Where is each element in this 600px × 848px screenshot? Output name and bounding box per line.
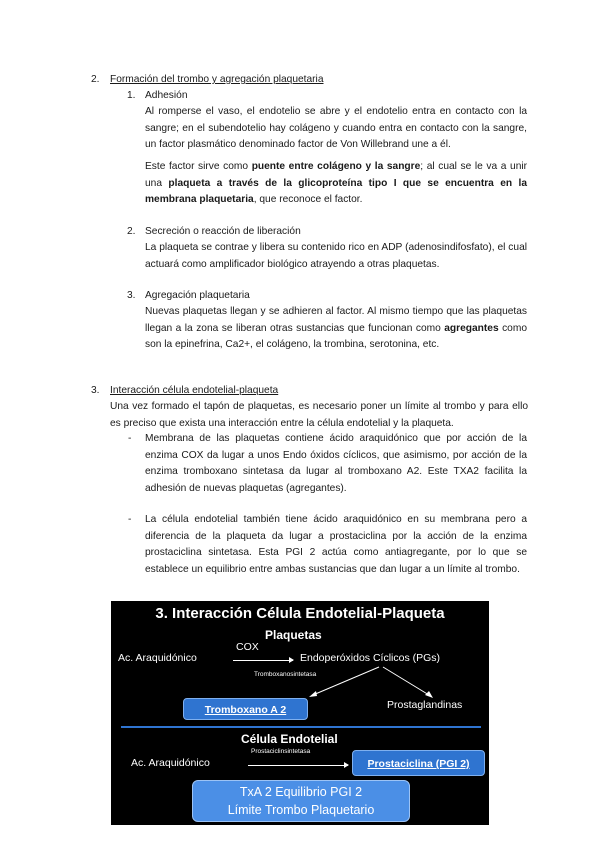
bullet-2-text: La célula endotelial también tiene ácido araquidónico en su membrana pero a diferencia de la plaqueta da lugar a prostaciclina por la acción de la enzima prostaciclina sintetasa. Esta PGI 2 actúa como antiagregante, por lo que se establece un equilibrio entre ambas sustancias que dan lugar a un límite al trombo.: [145, 514, 527, 575]
equilibrium-line-1: TxA 2 Equilibrio PGI 2: [239, 785, 363, 799]
section-2-number: 2.: [91, 74, 100, 85]
prostaciclin-arrow: [248, 765, 348, 766]
item-1-number: 1.: [127, 90, 136, 101]
prostaglandinas-label: Prostaglandinas: [387, 699, 463, 711]
equilibrium-line-2: Límite Trombo Plaquetario: [227, 803, 375, 817]
item-1-paragraph-1: Al romperse el vaso, el endotelio se abre y el endotelio entra en contacto con la sangre; en el subendotelio hay colágeno y cuando entra en contacto con la sangre, un factor plasmático denominado factor de Von Willebrand une a él.: [145, 106, 527, 150]
branch-arrowhead-prostaglandinas: [425, 691, 433, 698]
item-3-number: 3.: [127, 290, 136, 301]
item-2-paragraph: La plaqueta se contrae y libera su contenido rico en ADP (adenosindifosfato), el cual actuará como amplificador biológico atrayendo a otras plaquetas.: [145, 242, 527, 270]
prostaciclina-label: Prostaciclina (PGI 2): [367, 758, 470, 770]
equilibrium-box: [192, 780, 410, 822]
endoperoxidos-label: Endoperóxidos Cíclicos (PGs): [300, 652, 441, 664]
section-3-title: Interacción célula endotelial-plaqueta: [110, 385, 279, 396]
diagram-title: 3. Interacción Célula Endotelial-Plaqueta: [155, 605, 445, 622]
branch-arrowhead-tromboxano: [309, 691, 317, 697]
tromboxano-label: Tromboxano A 2: [204, 704, 287, 716]
ac-araquidonico-endothelial: Ac. Araquidónico: [131, 757, 210, 769]
item-2-number: 2.: [127, 226, 136, 237]
bullet-1-text: Membrana de las plaquetas contiene ácido araquidónico que por acción de la enzima COX da lugar a unos Endo óxidos cíclicos, que asimismo, por acción de la enzima tromboxano sintetasa da lugar al tromboxano A2. Este TXA2 facilita la adhesión de nuevas plaquetas (agregantes).: [145, 433, 527, 494]
item-1-paragraph-2: Este factor sirve como puente entre colágeno y la sangre; al cual se le va a unir una plaqueta a través de la glicoproteína tipo I que se encuentra en la membrana plaquetaria, que reconoce el factor.: [145, 161, 528, 205]
item-1-title: Adhesión: [145, 90, 188, 101]
endothelial-heading: Célula Endotelial: [241, 732, 338, 746]
branch-arrow-tromboxano: [313, 667, 379, 695]
item-3-paragraph: Nuevas plaquetas llegan y se adhieren al factor. Al mismo tiempo que las plaquetas llegan a la zona se liberan otras sustancias que funcionan como agregantes como son la epinefrina, Ca2+, el colágeno, la trombina, serotonina, etc.: [145, 306, 527, 350]
bullet-1-dash: -: [128, 433, 132, 444]
branch-arrow-prostaglandinas: [383, 667, 429, 695]
item-2-title: Secreción o reacción de liberación: [145, 226, 301, 237]
tromboxano-box: [183, 698, 308, 720]
cox-label: COX: [236, 641, 259, 653]
ac-araquidonico-platelet: Ac. Araquidónico: [118, 652, 197, 664]
diagram-divider: [121, 726, 481, 728]
bullet-2-dash: -: [128, 514, 132, 525]
section-3-number: 3.: [91, 385, 100, 396]
interaction-diagram: [111, 601, 489, 825]
section-3-intro: Una vez formado el tapón de plaquetas, es necesario poner un límite al trombo y para ello es preciso que exista una interacción entre la célula endotelial y la plaqueta.: [110, 401, 528, 429]
prostaciclina-box: [352, 750, 485, 776]
tromboxanosintetasa-label: Tromboxanosintetasa: [254, 671, 317, 678]
section-2-title: Formación del trombo y agregación plaquetaria: [110, 74, 324, 85]
prostaciclinsintetasa-label: Prostaciclinsintetasa: [251, 748, 311, 755]
item-3-title: Agregación plaquetaria: [145, 290, 250, 301]
platelets-heading: Plaquetas: [265, 628, 322, 642]
